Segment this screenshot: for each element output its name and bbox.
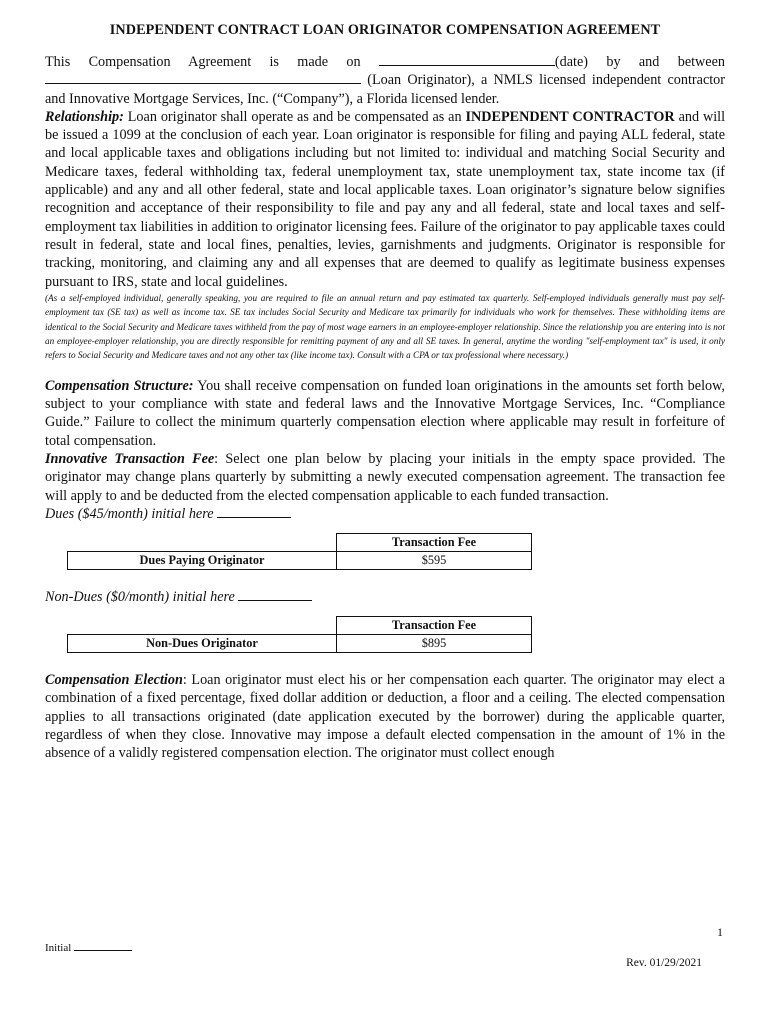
loan-originator-blank[interactable] [45,71,361,84]
date-blank[interactable] [379,53,555,66]
relationship-paragraph: Relationship: Loan originator shall operate as and be compensated as an INDEPENDENT CONTRACTOR and will be issued a 1099 at the conclusion of each year. Loan originator is responsible for filing and paying ALL federal, state and local applicable taxes and obligations including but not limited to: individual and matching Social Security and Medicare taxes, federal withholding tax, federal unemployment tax, state unemployment tax, state income tax (if applicable) and any and all other federal, state and local applicable taxes. Loan originator’s signature below signifies recognition and acceptance of their responsibility to file and pay any and all federal, state and local taxes and self-employment tax liabilities in addition to originator licensing fees. Failure of the originator to pay applicable taxes could result in federal, state and local fines, penalties, levies, garnishments and judgments. Originator is responsible for tracking, monitoring, and claiming any and all expenses that are deemed to qualify as legitimate business expenses pursuant to IRS, state and local guidelines. [45,108,726,290]
page-number: 1 [717,925,723,939]
independent-contractor-label: INDEPENDENT CONTRACTOR [465,108,675,125]
document-page [45,22,725,762]
dues-initial-line: Dues ($45/month) initial here [45,505,725,523]
dues-initial-blank[interactable] [217,505,291,518]
compensation-election-paragraph: Compensation Election: Loan originator must elect his or her compensation each quarter. The originator may elect a combination of a fixed percentage, fixed dollar addition or deduction, a floor and a ceiling. The elected compensation applies to all transactions originated (date application executed by the borrower) during the applicable quarter, regardless of when they close. Innovative may impose a default elected compensation in the amount of 1% in the absence of a validly registered compensation election. The originator must collect enough [45,671,725,762]
dues-fee-header: Transaction Fee [337,533,532,551]
transaction-fee-heading: Innovative Transaction Fee [45,451,215,468]
revision-date: Rev. 01/29/2021 [626,957,702,969]
document-title: INDEPENDENT CONTRACT LOAN ORIGINATOR COMPENSATION AGREEMENT [109,22,661,38]
non-dues-row-label: Non-Dues Originator [68,634,337,652]
non-dues-fee-table [67,616,532,653]
relationship-heading: Relationship: [45,108,124,125]
compensation-election-heading: Compensation Election [45,671,183,688]
compensation-structure-heading: Compensation Structure: [45,377,194,394]
initial-field: Initial [45,941,132,954]
tax-note: (As a self-employed individual, generally speaking, you are required to file an annual return and pay estimated tax quarterly. Self-employed individuals generally must pay self-employment tax (SE tax) as well as income tax. SE tax includes Social Security and Medicare tax primarily for individuals who work for themselves. These withholding items are identical to the Social Security and Medicare taxes withheld from the pay of most wage earners in an employee-employer relationship. Since the relationship you are entering into is not an employee-employer relationship, you are directly responsible for remitting payment of any and all SE taxes. In general, anytime the wording "self-employment tax" is used, it only refers to Social Security and Medicare taxes and not any other tax (like income tax). Consult with a CPA or tax professional where necessary.) [45,292,725,361]
intro-paragraph: This Compensation Agreement is made on (date) by and between (Loan Originator), a NMLS licensed independent contractor and Innovative Mortgage Services, Inc. (“Company”), a Florida licensed lender. [45,54,725,107]
transaction-fee-paragraph: Innovative Transaction Fee: Select one plan below by placing your initials in the empty space provided. The originator may change plans quarterly by submitting a newly executed compensation agreement. The transaction fee will apply to and be deducted from the elected compensation applicable to each funded transaction. [45,451,725,504]
initial-blank[interactable] [74,941,132,951]
non-dues-fee-header: Transaction Fee [337,616,532,634]
dues-row-label: Dues Paying Originator [68,551,337,569]
non-dues-initial-line: Non-Dues ($0/month) initial here [45,588,725,606]
compensation-structure-paragraph: Compensation Structure: You shall receive compensation on funded loan originations in the amounts set forth below, subject to your compliance with state and federal laws and the Innovative Mortgage Services, Inc. “Compliance Guide.” Failure to collect the minimum quarterly compensation election where applicable may result in forfeiture of total compensation. [45,377,725,449]
dues-fee-table [67,533,532,570]
dues-row-value: $595 [337,551,532,569]
non-dues-row-value: $895 [337,634,532,652]
non-dues-initial-blank[interactable] [238,588,312,601]
